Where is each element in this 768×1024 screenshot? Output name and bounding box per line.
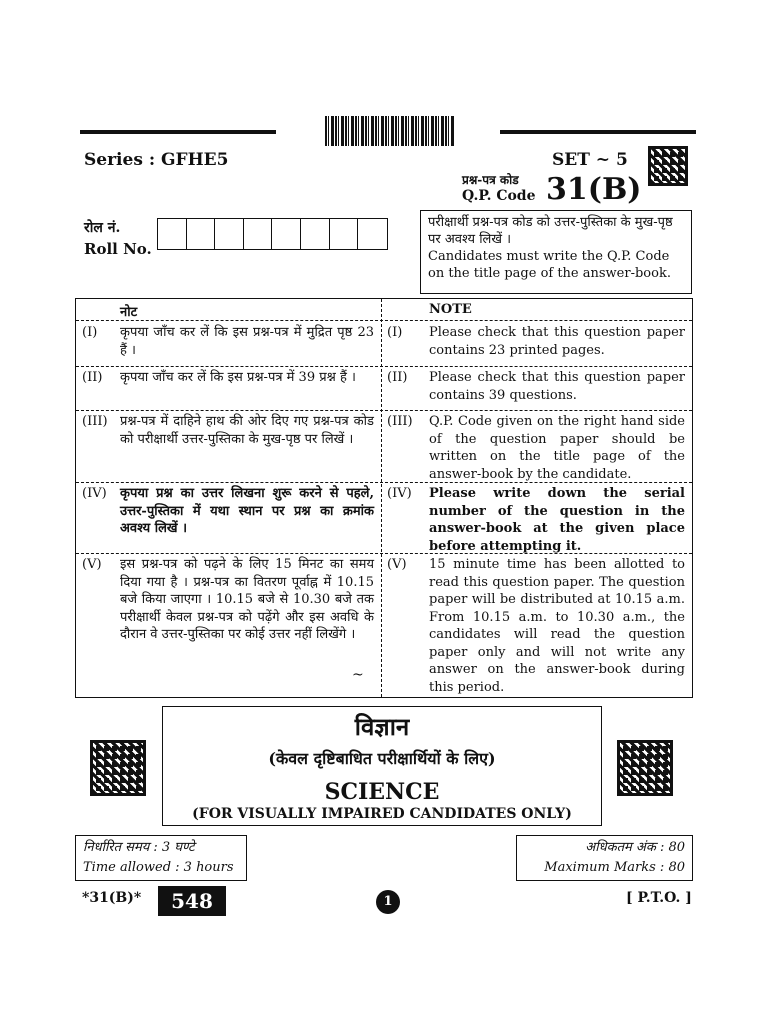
subject-title-hindi: विज्ञान xyxy=(354,712,410,741)
roll-label-english: Roll No. xyxy=(84,240,152,258)
row-separator xyxy=(76,410,692,411)
page-number: 1 xyxy=(376,890,400,914)
note-number-hindi: (II) xyxy=(82,370,103,385)
note-number-english: (II) xyxy=(387,370,408,385)
qr-code-icon-left xyxy=(90,740,146,796)
barcode-icon xyxy=(325,116,455,146)
note-text-english: Q.P. Code given on the right hand side of the question paper should be written on the title page of the answer-book by the candidate. xyxy=(429,414,685,482)
note-number-english: (III) xyxy=(387,414,413,429)
tilde-mark: ~ xyxy=(352,667,364,683)
time-english: Time allowed : 3 hours xyxy=(83,860,234,875)
note-number-hindi: (III) xyxy=(82,414,108,429)
subject-subtitle-hindi: (केवल दृष्टिबाधित परीक्षार्थियों के लिए) xyxy=(268,749,496,768)
roll-cell[interactable] xyxy=(215,219,244,249)
maximum-marks-box xyxy=(516,835,693,881)
note-number-hindi: (IV) xyxy=(82,486,107,501)
footer-paper-code: *31(B)* xyxy=(82,890,142,906)
time-allowed-box xyxy=(75,835,247,881)
roll-cell[interactable] xyxy=(272,219,301,249)
top-rule-right xyxy=(500,130,696,134)
notes-header-hindi: नोट xyxy=(120,305,138,320)
series-label: Series : GFHE5 xyxy=(84,150,229,170)
note-number-hindi: (I) xyxy=(82,325,98,340)
roll-cell[interactable] xyxy=(187,219,216,249)
marks-english: Maximum Marks : 80 xyxy=(544,860,685,875)
notes-table xyxy=(75,298,693,698)
notes-header-english: NOTE xyxy=(429,302,472,317)
qr-code-icon-right xyxy=(617,740,673,796)
roll-cell[interactable] xyxy=(358,219,387,249)
note-number-english: (I) xyxy=(387,325,403,340)
qp-code-label-english: Q.P. Code xyxy=(462,188,536,204)
note-text-hindi: प्रश्न-पत्र में दाहिने हाथ की ओर दिए गए प्रश्न-पत्र कोड को परीक्षार्थी उत्तर-पुस्तिका के मुख-पृष्ठ पर लिखें । xyxy=(120,414,374,447)
subject-title-english: SCIENCE xyxy=(324,779,440,805)
note-number-english: (IV) xyxy=(387,486,412,501)
subject-title-box xyxy=(162,706,602,826)
note-text-english: Please check that this question paper contains 23 printed pages. xyxy=(429,325,685,358)
qp-code-instruction-box xyxy=(420,210,692,294)
instruction-hindi: परीक्षार्थी प्रश्न-पत्र कोड को उत्तर-पुस्तिका के मुख-पृष्ठ पर अवश्य लिखें । xyxy=(428,215,673,247)
roll-cell[interactable] xyxy=(330,219,359,249)
qp-code-label-hindi: प्रश्न-पत्र कोड xyxy=(462,173,519,187)
qp-code-value: 31(B) xyxy=(546,172,642,207)
set-label: SET ~ 5 xyxy=(552,150,628,170)
marks-hindi: अधिकतम अंक : 80 xyxy=(585,840,685,855)
subject-subtitle-english: (FOR VISUALLY IMPAIRED CANDIDATES ONLY) xyxy=(192,806,572,822)
pto-label: [ P.T.O. ] xyxy=(626,890,692,906)
top-rule-left xyxy=(80,130,276,134)
qr-code-icon-top xyxy=(648,146,688,186)
roll-cell[interactable] xyxy=(301,219,330,249)
note-text-hindi: इस प्रश्न-पत्र को पढ़ने के लिए 15 मिनट का समय दिया गया है । प्रश्न-पत्र का वितरण पूर्वाह्न में 10.15 बजे किया जाएगा । 10.15 बजे से 10.30 बजे तक परीक्षार्थी केवल प्रश्न-पत्र को पढ़ेंगे और इस अवधि के दौरान वे उत्तर-पुस्तिका पर कोई उत्तर नहीं लिखेंगे । xyxy=(120,557,374,642)
note-text-english: 15 minute time has been allotted to read this question paper. The question paper will be distributed at 10.15 a.m. From 10.15 a.m. to 10.30 a.m., the candidates will read the question paper only and will not write any answer on the answer-book during this period. xyxy=(429,557,685,695)
roll-cell[interactable] xyxy=(244,219,273,249)
footer-box-number: 548 xyxy=(158,886,226,916)
note-number-hindi: (V) xyxy=(82,557,102,572)
row-separator xyxy=(76,366,692,367)
note-number-english: (V) xyxy=(387,557,407,572)
note-text-hindi: कृपया प्रश्न का उत्तर लिखना शुरू करने से पहले, उत्तर-पुस्तिका में यथा स्थान पर प्रश्न का क्रमांक अवश्य लिखें । xyxy=(120,486,374,536)
note-text-hindi: कृपया जाँच कर लें कि इस प्रश्न-पत्र में मुद्रित पृष्ठ 23 हैं । xyxy=(120,325,374,358)
roll-label-hindi: रोल नं. xyxy=(84,220,121,236)
time-hindi: निर्धारित समय : 3 घण्टे xyxy=(83,840,195,855)
note-text-english: Please check that this question paper contains 39 questions. xyxy=(429,370,685,403)
roll-cell[interactable] xyxy=(158,219,187,249)
roll-number-boxes[interactable] xyxy=(157,218,388,250)
row-separator xyxy=(76,320,692,321)
instruction-english: Candidates must write the Q.P. Code on the title page of the answer-book. xyxy=(428,249,671,281)
note-text-hindi: कृपया जाँच कर लें कि इस प्रश्न-पत्र में 39 प्रश्न हैं । xyxy=(120,370,356,385)
note-text-english: Please write down the serial number of the question in the answer-book at the given place before attempting it. xyxy=(429,486,685,554)
notes-divider xyxy=(381,299,382,697)
